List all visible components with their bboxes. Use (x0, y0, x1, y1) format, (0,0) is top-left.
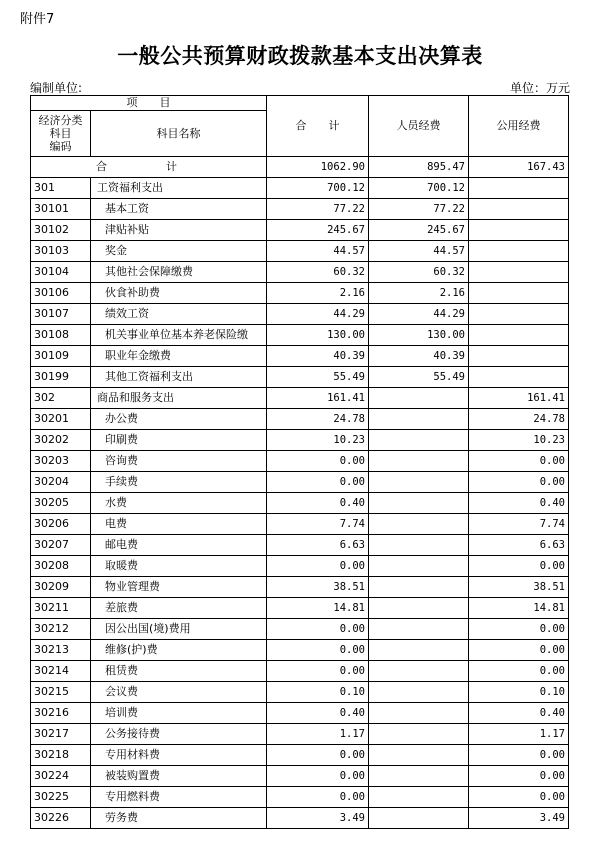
row-total: 0.00 (267, 451, 369, 472)
row-subject-name: 办公费 (91, 409, 267, 430)
row-code: 302 (31, 388, 91, 409)
row-personnel: 2.16 (369, 283, 469, 304)
row-total: 10.23 (267, 430, 369, 451)
row-personnel: 130.00 (369, 325, 469, 346)
row-personnel (369, 409, 469, 430)
row-public (469, 346, 569, 367)
row-code: 30204 (31, 472, 91, 493)
row-public: 0.00 (469, 472, 569, 493)
header-subject-name: 科目名称 (91, 111, 267, 157)
row-subject-name: 差旅费 (91, 598, 267, 619)
row-subject-name: 培训费 (91, 703, 267, 724)
row-public (469, 367, 569, 388)
row-personnel: 700.12 (369, 178, 469, 199)
row-personnel (369, 703, 469, 724)
row-total: 0.00 (267, 787, 369, 808)
row-personnel (369, 514, 469, 535)
row-code: 30208 (31, 556, 91, 577)
table-row (31, 367, 569, 388)
row-total: 7.74 (267, 514, 369, 535)
row-total: 700.12 (267, 178, 369, 199)
table-row (31, 724, 569, 745)
page-title: 一般公共预算财政拨款基本支出决算表 (117, 44, 483, 68)
row-code: 30106 (31, 283, 91, 304)
row-total: 1.17 (267, 724, 369, 745)
row-total: 3.49 (267, 808, 369, 829)
row-public: 0.00 (469, 766, 569, 787)
table-row (31, 535, 569, 556)
row-code: 30217 (31, 724, 91, 745)
row-personnel (369, 661, 469, 682)
row-code: 30225 (31, 787, 91, 808)
row-public: 38.51 (469, 577, 569, 598)
row-subject-name: 专用燃料费 (91, 787, 267, 808)
row-code: 30205 (31, 493, 91, 514)
row-subject-name: 印刷费 (91, 430, 267, 451)
row-code: 30207 (31, 535, 91, 556)
row-personnel (369, 766, 469, 787)
total-row-label: 合 计 (31, 157, 267, 178)
row-code: 30108 (31, 325, 91, 346)
header-code-line1: 经济分类 (38, 114, 83, 127)
row-personnel: 77.22 (369, 199, 469, 220)
row-subject-name: 职业年金缴费 (91, 346, 267, 367)
row-personnel (369, 556, 469, 577)
row-total: 0.00 (267, 640, 369, 661)
table-row (31, 178, 569, 199)
row-total: 44.57 (267, 241, 369, 262)
row-code: 30209 (31, 577, 91, 598)
row-public: 0.00 (469, 787, 569, 808)
total-row-personnel: 895.47 (369, 157, 469, 178)
row-total: 0.10 (267, 682, 369, 703)
row-code: 30202 (31, 430, 91, 451)
table-row (31, 409, 569, 430)
row-public (469, 220, 569, 241)
row-total: 245.67 (267, 220, 369, 241)
row-public: 0.40 (469, 703, 569, 724)
row-total: 38.51 (267, 577, 369, 598)
row-personnel (369, 640, 469, 661)
header-code-line3: 编码 (49, 140, 72, 153)
row-personnel: 44.29 (369, 304, 469, 325)
table-row (31, 703, 569, 724)
row-public: 7.74 (469, 514, 569, 535)
row-personnel (369, 451, 469, 472)
table-row (31, 346, 569, 367)
row-code: 30101 (31, 199, 91, 220)
table-row (31, 808, 569, 829)
header-public: 公用经费 (469, 96, 569, 157)
row-public: 0.00 (469, 640, 569, 661)
header-item: 项 目 (31, 96, 267, 111)
row-code: 30103 (31, 241, 91, 262)
table-row (31, 304, 569, 325)
row-public: 161.41 (469, 388, 569, 409)
row-subject-name: 会议费 (91, 682, 267, 703)
row-code: 30206 (31, 514, 91, 535)
table-row (31, 220, 569, 241)
row-subject-name: 公务接待费 (91, 724, 267, 745)
row-public: 0.00 (469, 619, 569, 640)
row-total: 0.00 (267, 766, 369, 787)
row-subject-name: 专用材料费 (91, 745, 267, 766)
table-row (31, 325, 569, 346)
row-total: 0.00 (267, 661, 369, 682)
table-row (31, 745, 569, 766)
row-total: 14.81 (267, 598, 369, 619)
row-public: 0.10 (469, 682, 569, 703)
row-personnel: 60.32 (369, 262, 469, 283)
row-code: 30224 (31, 766, 91, 787)
row-total: 60.32 (267, 262, 369, 283)
row-subject-name: 邮电费 (91, 535, 267, 556)
row-public (469, 262, 569, 283)
row-total: 0.40 (267, 493, 369, 514)
row-public: 0.40 (469, 493, 569, 514)
row-code: 30211 (31, 598, 91, 619)
row-public (469, 304, 569, 325)
table-row (31, 787, 569, 808)
table-row (31, 766, 569, 787)
row-public: 10.23 (469, 430, 569, 451)
row-code: 30226 (31, 808, 91, 829)
row-total: 6.63 (267, 535, 369, 556)
row-public (469, 241, 569, 262)
total-row-public: 167.43 (469, 157, 569, 178)
row-public: 3.49 (469, 808, 569, 829)
row-subject-name: 绩效工资 (91, 304, 267, 325)
row-code: 30104 (31, 262, 91, 283)
row-public (469, 199, 569, 220)
row-subject-name: 被装购置费 (91, 766, 267, 787)
row-subject-name: 维修(护)费 (91, 640, 267, 661)
row-personnel (369, 808, 469, 829)
row-subject-name: 因公出国(境)费用 (91, 619, 267, 640)
row-subject-name: 奖金 (91, 241, 267, 262)
row-total: 0.00 (267, 472, 369, 493)
row-subject-name: 咨询费 (91, 451, 267, 472)
table-row (31, 388, 569, 409)
row-personnel (369, 493, 469, 514)
row-public (469, 178, 569, 199)
row-public (469, 283, 569, 304)
row-public: 24.78 (469, 409, 569, 430)
header-code-line2: 科目 (49, 127, 72, 140)
row-code: 30216 (31, 703, 91, 724)
row-total: 161.41 (267, 388, 369, 409)
row-total: 77.22 (267, 199, 369, 220)
row-public (469, 325, 569, 346)
row-total: 0.00 (267, 745, 369, 766)
header-total: 合 计 (267, 96, 369, 157)
row-code: 301 (31, 178, 91, 199)
table-row (31, 262, 569, 283)
row-subject-name: 工资福利支出 (91, 178, 267, 199)
table-row (31, 283, 569, 304)
table-row (31, 661, 569, 682)
table-row (31, 451, 569, 472)
row-code: 30201 (31, 409, 91, 430)
row-public: 1.17 (469, 724, 569, 745)
row-code: 30212 (31, 619, 91, 640)
table-row (31, 199, 569, 220)
row-subject-name: 伙食补助费 (91, 283, 267, 304)
row-public: 6.63 (469, 535, 569, 556)
row-subject-name: 商品和服务支出 (91, 388, 267, 409)
row-personnel (369, 598, 469, 619)
table-row (31, 514, 569, 535)
row-subject-name: 其他社会保障缴费 (91, 262, 267, 283)
row-total: 130.00 (267, 325, 369, 346)
row-personnel (369, 472, 469, 493)
table-row (31, 493, 569, 514)
table-row (31, 577, 569, 598)
row-code: 30218 (31, 745, 91, 766)
expenditure-table (30, 95, 569, 829)
row-personnel (369, 619, 469, 640)
table-row (31, 241, 569, 262)
row-personnel (369, 787, 469, 808)
table-row (31, 619, 569, 640)
row-total: 44.29 (267, 304, 369, 325)
table-row (31, 430, 569, 451)
header-econ-code (31, 111, 91, 157)
row-public: 0.00 (469, 451, 569, 472)
row-personnel: 55.49 (369, 367, 469, 388)
row-total: 2.16 (267, 283, 369, 304)
header-personnel: 人员经费 (369, 96, 469, 157)
row-total: 24.78 (267, 409, 369, 430)
row-code: 30215 (31, 682, 91, 703)
row-subject-name: 机关事业单位基本养老保险缴 (91, 325, 267, 346)
row-code: 30214 (31, 661, 91, 682)
row-public: 0.00 (469, 745, 569, 766)
row-public: 0.00 (469, 661, 569, 682)
row-subject-name: 物业管理费 (91, 577, 267, 598)
row-code: 30102 (31, 220, 91, 241)
table-row (31, 598, 569, 619)
row-subject-name: 取暖费 (91, 556, 267, 577)
table-row (31, 556, 569, 577)
row-personnel (369, 682, 469, 703)
row-subject-name: 其他工资福利支出 (91, 367, 267, 388)
row-total: 55.49 (267, 367, 369, 388)
row-subject-name: 电费 (91, 514, 267, 535)
row-personnel (369, 577, 469, 598)
row-subject-name: 基本工资 (91, 199, 267, 220)
table-row (31, 640, 569, 661)
row-code: 30203 (31, 451, 91, 472)
row-personnel: 245.67 (369, 220, 469, 241)
row-personnel (369, 724, 469, 745)
row-code: 30199 (31, 367, 91, 388)
compile-unit-label: 编制单位: (30, 81, 83, 95)
table-body (31, 178, 569, 829)
row-personnel: 44.57 (369, 241, 469, 262)
table-row (31, 472, 569, 493)
table-row (31, 682, 569, 703)
row-personnel (369, 535, 469, 556)
currency-unit-label: 单位：万元 (509, 81, 570, 95)
row-total: 0.40 (267, 703, 369, 724)
row-subject-name: 租赁费 (91, 661, 267, 682)
row-personnel: 40.39 (369, 346, 469, 367)
row-personnel (369, 745, 469, 766)
row-code: 30107 (31, 304, 91, 325)
row-total: 0.00 (267, 556, 369, 577)
row-code: 30109 (31, 346, 91, 367)
annex-label: 附件7 (20, 12, 55, 27)
row-personnel (369, 388, 469, 409)
total-row-total: 1062.90 (267, 157, 369, 178)
row-subject-name: 水费 (91, 493, 267, 514)
row-public: 0.00 (469, 556, 569, 577)
row-subject-name: 劳务费 (91, 808, 267, 829)
row-subject-name: 手续费 (91, 472, 267, 493)
row-total: 40.39 (267, 346, 369, 367)
row-public: 14.81 (469, 598, 569, 619)
row-code: 30213 (31, 640, 91, 661)
row-total: 0.00 (267, 619, 369, 640)
row-subject-name: 津贴补贴 (91, 220, 267, 241)
row-personnel (369, 430, 469, 451)
